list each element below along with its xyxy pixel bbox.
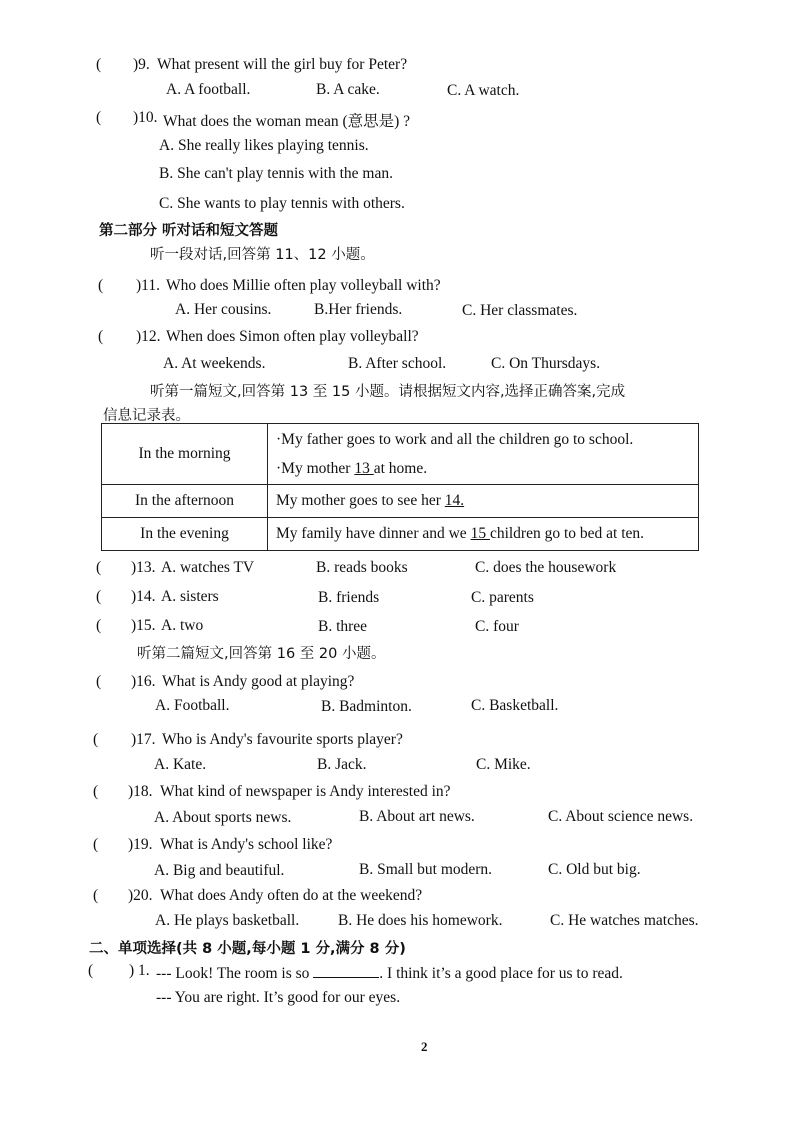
line-text: children go to bed at ten.	[489, 525, 645, 542]
answer-paren[interactable]: (	[96, 559, 102, 576]
info-record-table	[101, 423, 699, 551]
answer-paren[interactable]: (	[98, 328, 104, 345]
option-a: A. two	[161, 617, 204, 634]
option-c: C. Her classmates.	[462, 302, 578, 319]
answer-paren[interactable]: (	[96, 56, 102, 73]
answer-paren[interactable]: (	[96, 109, 102, 126]
option-b: B. She can't play tennis with the man.	[159, 165, 393, 182]
table-row-morning	[102, 424, 699, 485]
passage2-instruction: 听第二篇短文,回答第 16 至 20 小题。	[137, 646, 386, 662]
line-text: . I think it’s a good place for us to read.	[379, 965, 623, 982]
question-number: )10.	[133, 109, 158, 126]
question-text: Who is Andy's favourite sports player?	[162, 731, 403, 748]
answer-paren[interactable]: (	[96, 617, 102, 634]
page-number: 2	[421, 1039, 428, 1054]
question-number: )18.	[128, 783, 153, 800]
answer-paren[interactable]: (	[93, 783, 99, 800]
option-a: A. watches TV	[161, 559, 255, 576]
option-a: A. Football.	[155, 697, 230, 714]
content-line: ·My father goes to work and all the children go to school.	[276, 431, 634, 448]
question-number: )15.	[131, 617, 156, 634]
row-label: In the morning	[102, 424, 268, 485]
content-line	[276, 454, 698, 483]
question-number: )17.	[131, 731, 156, 748]
question-line1	[156, 962, 623, 983]
question-number: )9.	[133, 56, 150, 73]
option-a: A. She really likes playing tennis.	[159, 137, 369, 154]
row-label: In the afternoon	[102, 485, 268, 518]
option-c: C. On Thursdays.	[491, 355, 601, 372]
option-c: C. About science news.	[548, 808, 694, 825]
question-text: What kind of newspaper is Andy interested in?	[160, 783, 451, 800]
option-a: A. Kate.	[154, 756, 207, 773]
option-c: C. Old but big.	[548, 861, 641, 878]
option-a: A. sisters	[161, 588, 219, 605]
question-text: What does the woman mean (意思是) ?	[163, 113, 411, 130]
question-line2: --- You are right. It’s good for our eyes.	[156, 989, 401, 1006]
question-number: )16.	[131, 673, 156, 690]
option-b: B. A cake.	[316, 81, 380, 98]
answer-paren[interactable]: (	[93, 731, 99, 748]
option-a: A. At weekends.	[163, 355, 266, 372]
line-text: My mother goes to see her	[276, 492, 445, 509]
option-b: B. friends	[318, 589, 380, 606]
blank-14[interactable]: 14.	[444, 492, 465, 509]
option-a: A. Her cousins.	[175, 301, 272, 318]
question-text: What is Andy good at playing?	[162, 673, 355, 690]
answer-paren[interactable]: (	[98, 277, 104, 294]
answer-paren[interactable]: (	[93, 887, 99, 904]
row-content	[268, 424, 699, 485]
answer-paren[interactable]: (	[96, 673, 102, 690]
option-c: C. She wants to play tennis with others.	[159, 195, 405, 212]
option-c: C. four	[475, 618, 519, 635]
option-a: A. Big and beautiful.	[154, 862, 285, 879]
row-label: In the evening	[102, 518, 268, 551]
question-number: )20.	[128, 887, 153, 904]
option-c: C. does the housework	[475, 559, 617, 576]
line-text: My family have dinner and we	[276, 525, 471, 542]
question-number: )13.	[131, 559, 156, 576]
row-content	[268, 518, 699, 551]
line-text: ·My mother	[276, 460, 355, 477]
option-c: C. parents	[471, 589, 534, 606]
row-content	[268, 485, 699, 518]
line-text: at home.	[373, 460, 428, 477]
option-a: A. He plays basketball.	[155, 912, 300, 929]
table-row-evening	[102, 518, 699, 551]
option-b: B. Jack.	[317, 756, 367, 773]
option-c: C. Basketball.	[471, 697, 559, 714]
blank-13[interactable]: 13	[354, 460, 374, 477]
question-text: What is Andy's school like?	[160, 836, 333, 853]
answer-paren[interactable]: (	[96, 588, 102, 605]
answer-paren[interactable]: (	[88, 962, 94, 979]
question-text: What present will the girl buy for Peter?	[157, 56, 408, 73]
option-b: B. three	[318, 618, 368, 635]
option-b: B. About art news.	[359, 808, 475, 825]
option-c: C. Mike.	[476, 756, 531, 773]
option-c: C. A watch.	[447, 82, 520, 99]
option-a: A. About sports news.	[154, 809, 292, 826]
passage1-instruction-line1: 听第一篇短文,回答第 13 至 15 小题。请根据短文内容,选择正确答案,完成	[150, 384, 626, 400]
question-text: What does Andy often do at the weekend?	[160, 887, 423, 904]
option-c: C. He watches matches.	[550, 912, 699, 929]
line-text: --- Look! The room is so	[156, 965, 314, 982]
blank-15[interactable]: 15	[470, 525, 490, 542]
section2-header: 二、单项选择(共 8 小题,每小题 1 分,满分 8 分)	[89, 941, 406, 957]
option-b: B. After school.	[348, 355, 447, 372]
question-number: )11.	[136, 277, 160, 294]
option-a: A. A football.	[166, 81, 251, 98]
option-b: B. Small but modern.	[359, 861, 493, 878]
part2-instruction: 听一段对话,回答第 11、12 小题。	[150, 247, 375, 263]
option-b: B. reads books	[316, 559, 408, 576]
passage1-instruction-line2: 信息记录表。	[103, 408, 190, 424]
question-number: )14.	[131, 588, 156, 605]
question-text: Who does Millie often play volleyball with?	[166, 277, 441, 294]
table-row-afternoon	[102, 485, 699, 518]
option-b: B. He does his homework.	[338, 912, 503, 929]
question-number: )12.	[136, 328, 161, 345]
option-b: B.Her friends.	[314, 301, 403, 318]
option-b: B. Badminton.	[321, 698, 412, 715]
question-number: )19.	[128, 836, 153, 853]
part2-header: 第二部分 听对话和短文答题	[99, 223, 279, 239]
answer-blank[interactable]	[313, 962, 379, 978]
question-text: When does Simon often play volleyball?	[166, 328, 419, 345]
answer-paren[interactable]: (	[93, 836, 99, 853]
question-number: ) 1.	[129, 962, 150, 979]
